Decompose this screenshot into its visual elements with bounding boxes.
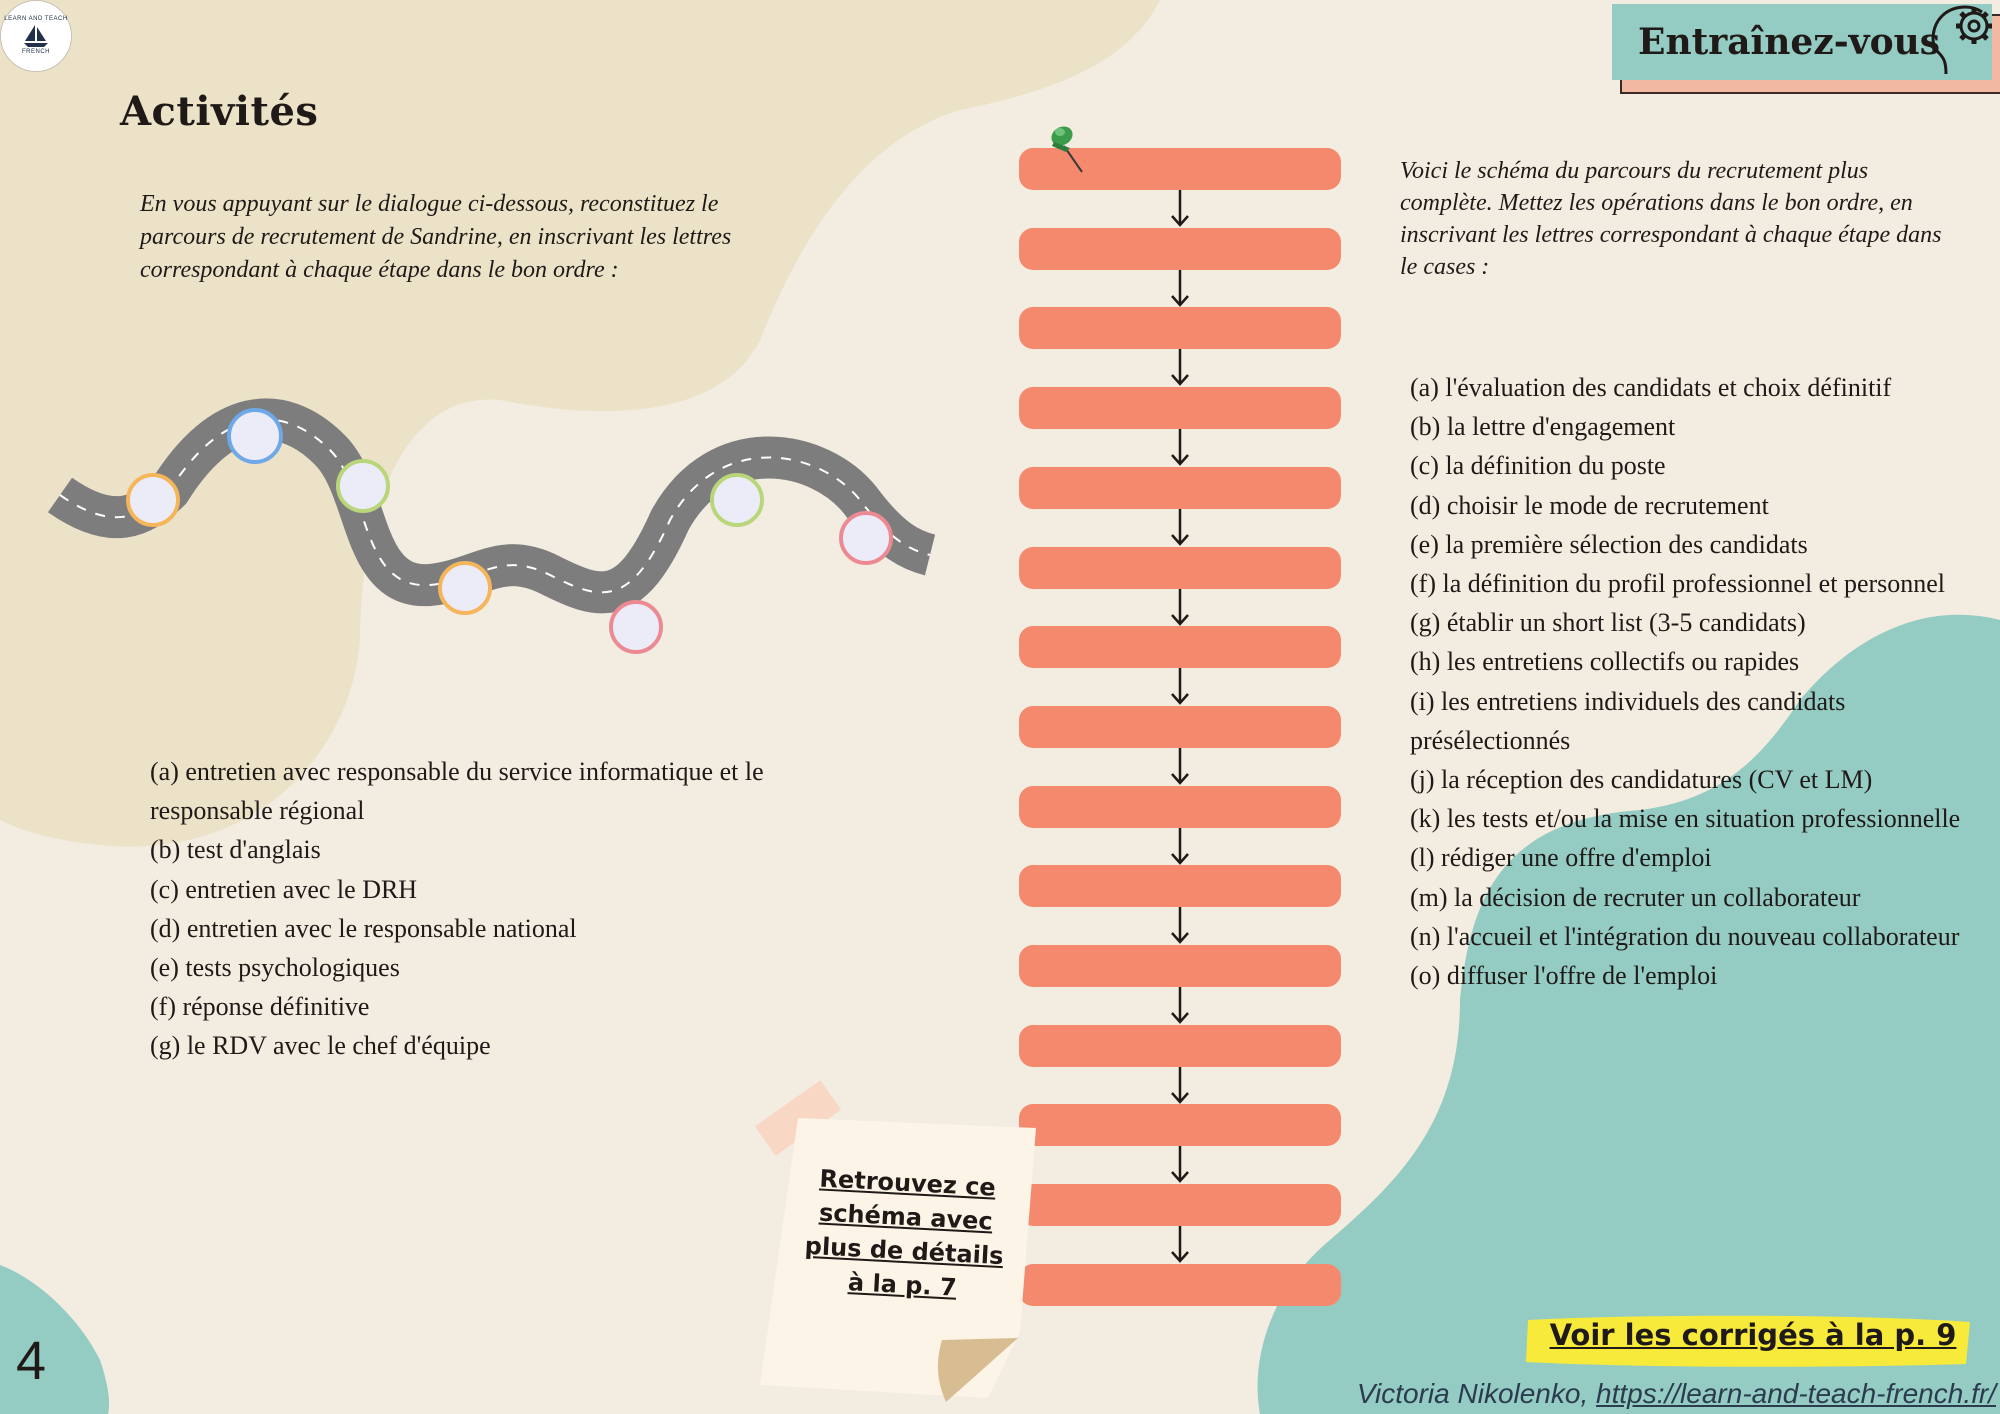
answer-box-10[interactable]: [1019, 865, 1341, 907]
down-arrow-icon: [1166, 987, 1194, 1025]
list-item: (f) la définition du profil professionnel et personnel: [1410, 569, 1946, 599]
answer-box-11[interactable]: [1019, 945, 1341, 987]
down-arrow-icon: [1166, 429, 1194, 467]
footer-credit: [1340, 1378, 1996, 1410]
list-item: (g) le RDV avec le chef d'équipe: [150, 1031, 491, 1061]
list-item: (d) entretien avec le responsable national: [150, 913, 577, 943]
road-stop-6: [712, 475, 762, 525]
note-text: Retrouvez ce schéma avec plus de détails à la p. 7: [804, 1164, 1005, 1302]
answer-box-7[interactable]: [1019, 626, 1341, 668]
answer-box-3[interactable]: [1019, 307, 1341, 349]
down-arrow-icon: [1166, 907, 1194, 945]
list-item: (o) diffuser l'offre de l'emploi: [1410, 961, 1718, 991]
answer-box-4[interactable]: [1019, 387, 1341, 429]
list-item: (b) la lettre d'engagement: [1410, 412, 1676, 442]
down-arrow-icon: [1166, 1226, 1194, 1264]
list-item: (k) les tests et/ou la mise en situation professionnelle: [1410, 804, 1961, 834]
road-stop-2: [229, 410, 281, 462]
down-arrow-icon: [1166, 270, 1194, 308]
list-item: (a) l'évaluation des candidats et choix définitif: [1410, 373, 1892, 402]
answer-box-2[interactable]: [1019, 228, 1341, 270]
list-item: (i) les entretiens individuels des candidats présélectionnés: [1410, 686, 1846, 755]
list-item: (g) établir un short list (3-5 candidats): [1410, 608, 1806, 638]
page-title: Activités: [120, 88, 319, 135]
answer-box-5[interactable]: [1019, 467, 1341, 509]
list-item: (n) l'accueil et l'intégration du nouveau collaborateur: [1410, 921, 1960, 951]
road-stop-5: [611, 602, 661, 652]
intro-left-text: En vous appuyant sur le dialogue ci-dessous, reconstituez le parcours de recrutement de Sandrine, en inscrivant les lettres correspondant à chaque étape dans le bon ordre :: [140, 191, 732, 283]
down-arrow-icon: [1166, 589, 1194, 627]
intro-right-text: Voici le schéma du parcours du recrutement plus complète. Mettez les opérations dans le bon ordre, en inscrivant les lettres correspondant à chaque étape dans le cases :: [1400, 158, 1942, 280]
logo: [0, 0, 72, 72]
corrections-link[interactable]: Voir les corrigés à la p. 9: [1549, 1318, 1957, 1352]
list-item: (m) la décision de recruter un collaborateur: [1410, 882, 1861, 912]
list-item: (c) la définition du poste: [1410, 451, 1666, 481]
answer-box-14[interactable]: [1019, 1184, 1341, 1226]
down-arrow-icon: [1166, 349, 1194, 387]
down-arrow-icon: [1166, 1146, 1194, 1184]
footer-author: Victoria Nikolenko,: [1356, 1378, 1597, 1409]
answer-box-13[interactable]: [1019, 1104, 1341, 1146]
practice-header-label: Entraînez-vous: [1638, 21, 1941, 63]
logo-text-top: LEARN AND TEACH: [4, 16, 68, 22]
list-item: (e) la première sélection des candidats: [1410, 529, 1808, 559]
logo-text-bottom: FRENCH: [22, 49, 50, 55]
road-stop-3: [338, 461, 388, 511]
down-arrow-icon: [1166, 509, 1194, 547]
left-step-list: [150, 752, 830, 1066]
footer-link[interactable]: https://learn-and-teach-french.fr/: [1596, 1378, 1996, 1409]
sailboat-icon: [22, 23, 50, 49]
answer-box-15[interactable]: [1019, 1264, 1341, 1306]
pushpin-icon: [1048, 122, 1084, 174]
answer-box-12[interactable]: [1019, 1025, 1341, 1067]
page-number: 4: [16, 1331, 47, 1391]
road-stop-7: [841, 513, 891, 563]
right-step-list: [1410, 368, 1985, 995]
list-item: (d) choisir le mode de recrutement: [1410, 490, 1769, 520]
answer-box-9[interactable]: [1019, 786, 1341, 828]
down-arrow-icon: [1166, 668, 1194, 706]
list-item: (j) la réception des candidatures (CV et LM): [1410, 765, 1873, 795]
down-arrow-icon: [1166, 748, 1194, 786]
list-item: (f) réponse définitive: [150, 992, 370, 1022]
down-arrow-icon: [1166, 1067, 1194, 1105]
down-arrow-icon: [1166, 190, 1194, 228]
list-item: (h) les entretiens collectifs ou rapides: [1410, 647, 1800, 677]
list-item: (a) entretien avec responsable du service informatique et le responsable régional: [150, 757, 764, 826]
list-item: (c) entretien avec le DRH: [150, 874, 418, 904]
list-item: (l) rédiger une offre d'emploi: [1410, 843, 1712, 873]
road-illustration: [30, 390, 950, 680]
answer-box-8[interactable]: [1019, 706, 1341, 748]
list-item: (e) tests psychologiques: [150, 953, 400, 983]
list-item: (b) test d'anglais: [150, 835, 321, 865]
down-arrow-icon: [1166, 828, 1194, 866]
gear-head-icon: [1924, 0, 2000, 80]
answer-box-6[interactable]: [1019, 547, 1341, 589]
road-stop-4: [440, 563, 490, 613]
road-stop-1: [128, 475, 178, 525]
